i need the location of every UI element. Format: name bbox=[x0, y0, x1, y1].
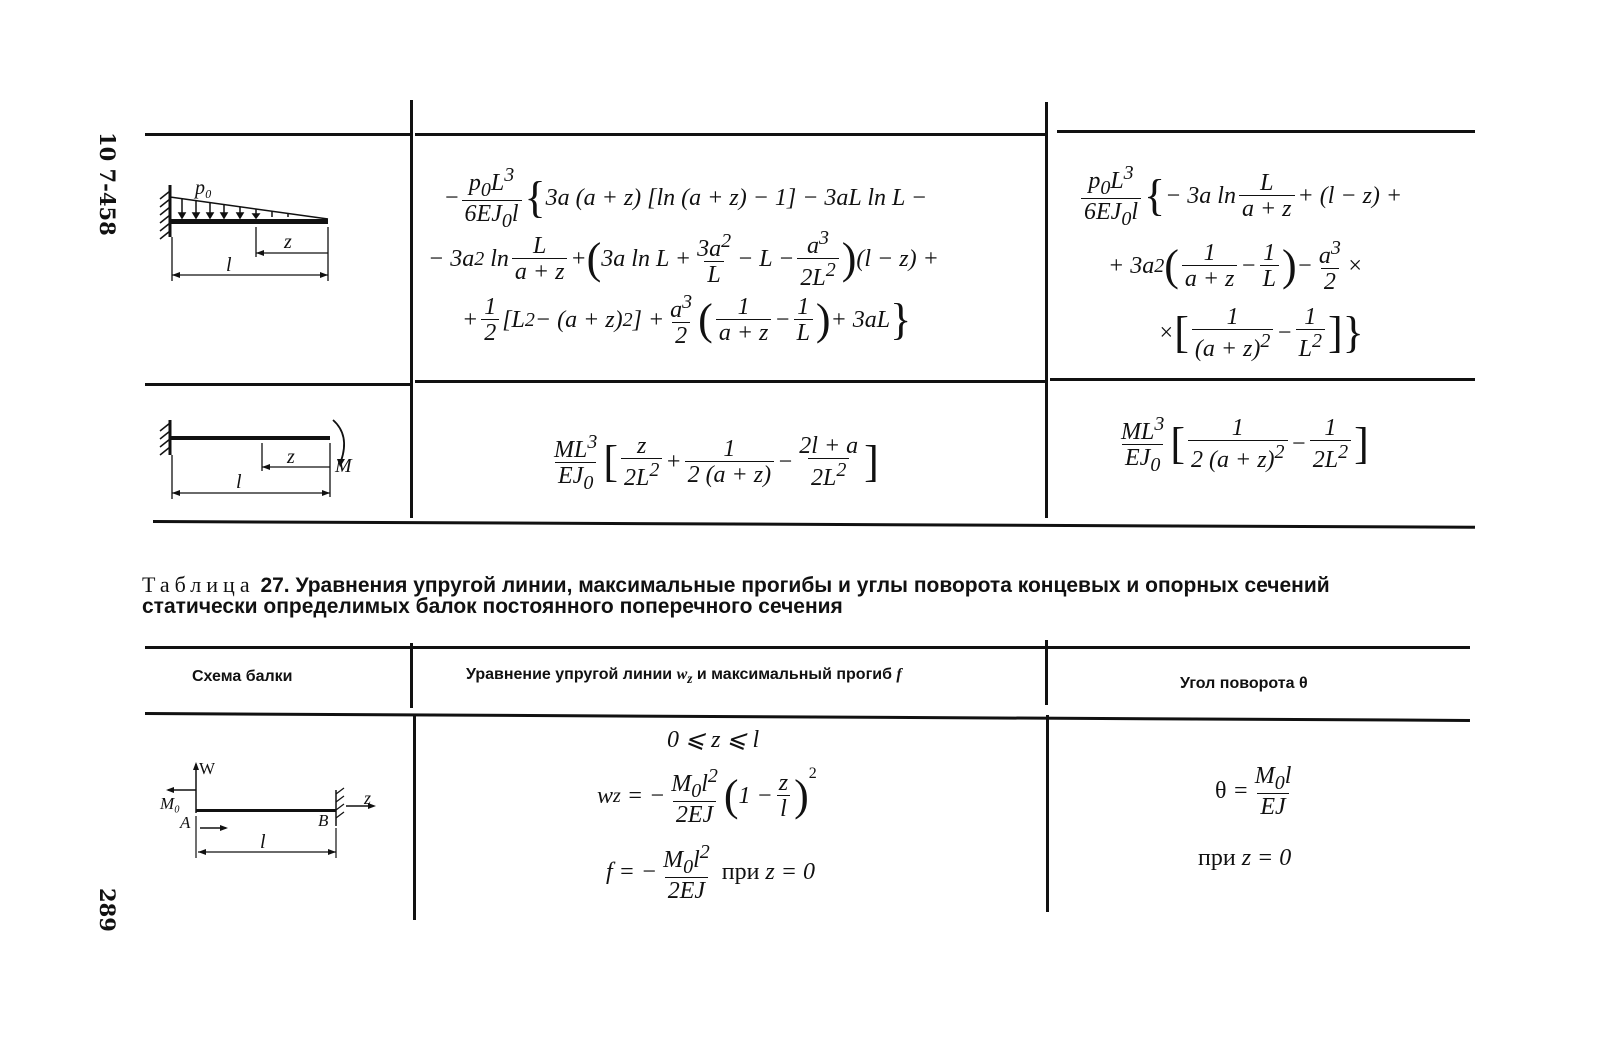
page-number: 289 bbox=[95, 888, 120, 932]
header-equation-f: f bbox=[896, 666, 902, 683]
formula-wz: w z = − $\frac{M_0l^2}{2EJ}$ ( 1 − $\frac{z}{l}$ ) $^2$ bbox=[597, 765, 817, 828]
formula-deflection-line-3: + $\frac{1}{2}$ [L 2 − (a + z) 2 ] + $\frac{a^3}{2}$ ( $\frac{1}{a + z}$ − $\frac{1}{L}$ ) + 3aL } bbox=[462, 291, 912, 349]
theta-at-label: при bbox=[1198, 845, 1236, 871]
label-z-axis: z bbox=[364, 788, 372, 808]
label-z: z bbox=[284, 231, 292, 253]
header-equation-sub: z bbox=[687, 671, 693, 687]
theta-condition-value: z = 0 bbox=[1241, 845, 1292, 871]
label-a: A bbox=[180, 813, 191, 832]
header-equation bbox=[466, 666, 902, 687]
formula-moment-angle: $\frac{ML^3}{EJ_0}$ [ $\frac{1}{2 (a + z)^2}$ − $\frac{1}{2L^2}$ ] bbox=[1121, 413, 1369, 476]
table-caption-line2: статически определимых балок постоянного поперечного сечения bbox=[142, 595, 843, 618]
formula-moment-deflection: $\frac{ML^3}{EJ_0}$ [ $\frac{z}{2L^2}$ + $\frac{1}{2 (a + z)}$ − $\frac{2l + a}{2L^2}$ ] bbox=[554, 431, 879, 494]
header-angle: Угол поворота θ bbox=[1180, 675, 1308, 692]
theta-condition bbox=[1198, 846, 1291, 870]
formula-angle-line-1: $\frac{p_0L^3}{6EJ_0l}$ { − 3a ln $\frac{L}{a + z}$ + (l − z) + bbox=[1078, 163, 1402, 229]
formula-deflection-line-1: − $\frac{p_0L^3}{6EJ_0l}$ { 3a (a + z) [ln (a + z) − 1] − 3aL ln L − bbox=[445, 164, 928, 232]
label-p0: p₀ bbox=[195, 177, 212, 199]
label-z-2: z bbox=[287, 446, 295, 468]
f-at-label: при bbox=[721, 859, 760, 886]
label-b: B bbox=[318, 811, 329, 830]
header-equation-prefix: Уравнение упругой линии bbox=[466, 666, 673, 683]
formula-angle-line-3: × [ $\frac{1}{(a + z)^2}$ − $\frac{1}{L^2}$ ]} bbox=[1158, 304, 1364, 362]
label-m0: M₀ bbox=[160, 794, 181, 813]
label-w-axis: W bbox=[199, 759, 216, 778]
caption-text: 27. Уравнения упругой линии, максимальные прогибы и углы поворота концевых и опорных сечений bbox=[260, 574, 1330, 597]
header-equation-suffix: и максимальный прогиб bbox=[696, 666, 892, 683]
formula-angle-line-2: + 3a 2 ( $\frac{1}{a + z}$ − $\frac{1}{L}$ ) − $\frac{a^3}{2}$ × bbox=[1108, 237, 1364, 295]
f-condition: z = 0 bbox=[765, 859, 815, 886]
label-l-3: l bbox=[260, 831, 266, 853]
sheet-mark: 10 7-458 bbox=[95, 132, 120, 236]
label-m: M bbox=[335, 455, 352, 477]
header-equation-var: w bbox=[676, 666, 688, 683]
formula-theta: θ = $\frac{M_0l}{EJ}$ bbox=[1215, 763, 1292, 820]
label-l-2: l bbox=[236, 471, 242, 493]
range-condition: 0 ⩽ z ⩽ l bbox=[667, 727, 760, 753]
label-l: l bbox=[226, 254, 232, 276]
formula-deflection-line-2: − 3a 2 ln $\frac{L}{a + z}$ + ( 3a ln L + $\frac{3a^2}{L}$ − L − $\frac{a^3}{2L^2}$ ) (l − z) + bbox=[428, 227, 939, 291]
formula-f: f = − $\frac{M_0l^2}{2EJ}$ при z = 0 bbox=[606, 841, 815, 904]
beam-diagram-distributed-load bbox=[155, 175, 355, 290]
beam-diagram-moment-m0 bbox=[158, 758, 388, 868]
beam-diagram-end-moment bbox=[155, 415, 365, 505]
header-scheme: Схема балки bbox=[192, 668, 293, 685]
caption-lead: Таблица bbox=[142, 572, 255, 597]
